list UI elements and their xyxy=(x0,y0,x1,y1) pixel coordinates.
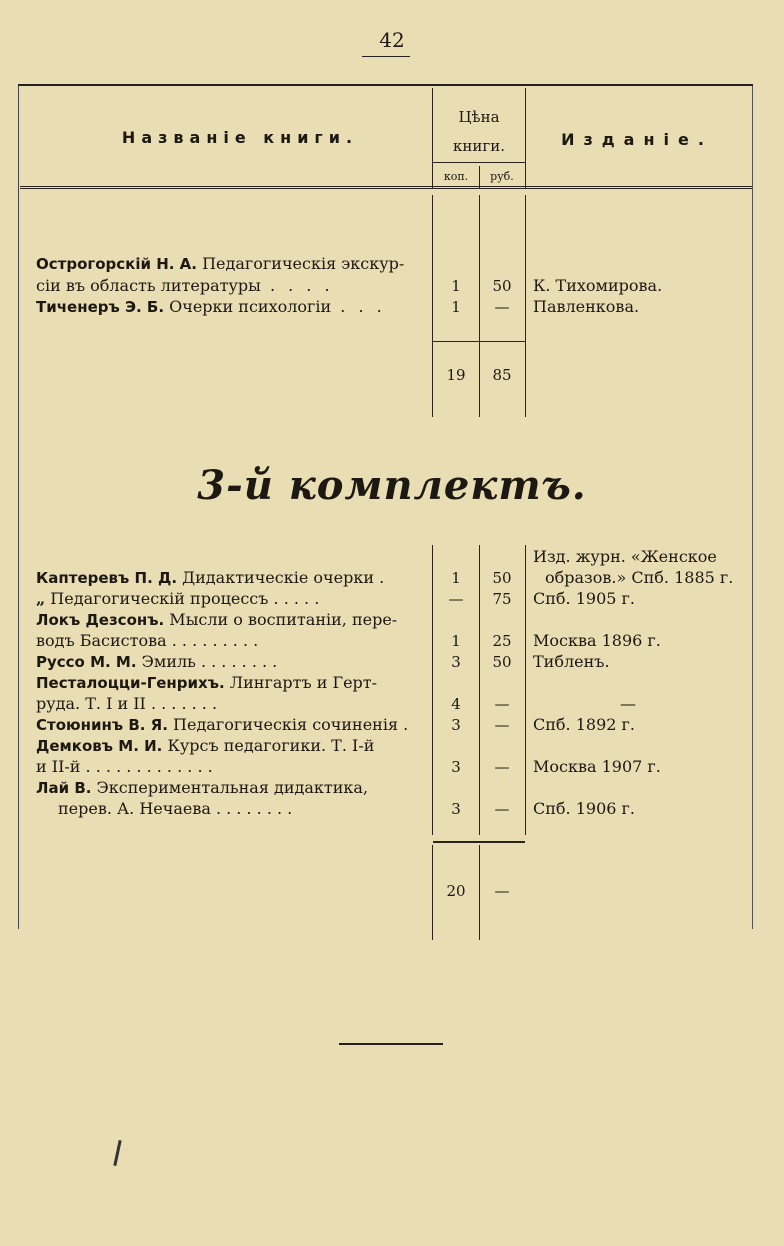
s2-row-3-pub: Москва 1896 г. xyxy=(533,631,661,650)
s1-row-2 xyxy=(36,297,386,317)
header-col-divider-2 xyxy=(479,166,480,188)
title: Лингартъ и Герт- xyxy=(224,673,378,692)
title: Мысли о воспитанiи, пере- xyxy=(164,610,398,629)
s2-col-divider-2 xyxy=(479,545,480,835)
s2-row-4-rub: 50 xyxy=(492,653,512,671)
s1-row-1-rub: 50 xyxy=(492,277,512,295)
title: Педагогическiя экскур- xyxy=(197,254,405,273)
s2-row-6-rub: — xyxy=(494,716,510,734)
s2-col-divider-1 xyxy=(432,545,433,835)
column-header-izdanie: Изданiе. xyxy=(561,130,713,149)
leader-dots: . . . . xyxy=(260,276,334,295)
page-number: 42 xyxy=(379,28,405,52)
s2-row-1-pub-line-1: Изд. журн. «Женское xyxy=(533,547,717,566)
s2-row-7-pub: Москва 1907 г. xyxy=(533,757,661,776)
s2-row-5-line-1 xyxy=(36,673,377,693)
header-double-rule xyxy=(20,186,752,189)
s2-row-8-kop: 3 xyxy=(451,800,461,818)
s2-row-8-line-1 xyxy=(36,778,368,798)
ditto-mark: „ xyxy=(36,589,46,608)
s2-row-2-kop: — xyxy=(448,590,464,608)
s2-row-4 xyxy=(36,652,277,672)
table-top-rule xyxy=(18,84,753,86)
s2-total-rub: — xyxy=(494,882,510,900)
s2-row-3-kop: 1 xyxy=(451,632,461,650)
s1-total-kop: 19 xyxy=(446,366,466,384)
title: Эмиль . . . . . . . . xyxy=(136,652,278,671)
s2-row-7-kop: 3 xyxy=(451,758,461,776)
s1-row-2-pub: Павленкова. xyxy=(533,297,640,316)
s2-row-1-pub-line-2: образов.» Спб. 1885 г. xyxy=(545,568,734,587)
s2-row-1-rub: 50 xyxy=(492,569,512,587)
author: Стоюнинъ В. Я. xyxy=(36,716,168,734)
s2-row-2 xyxy=(36,589,319,609)
s2-row-3-line-2: водъ Басистова . . . . . . . . . xyxy=(36,631,259,650)
s2-total-kop: 20 xyxy=(446,882,466,900)
s1-row-1-pub: К. Тихомирова. xyxy=(533,276,663,295)
header-col-divider-3 xyxy=(525,88,526,188)
s2-row-2-rub: 75 xyxy=(492,590,512,608)
page-number-underline xyxy=(362,56,410,57)
s1-row-1-line-2 xyxy=(36,276,334,296)
s1-col-divider-3 xyxy=(525,195,526,417)
s2-row-5-rub: — xyxy=(494,695,510,713)
title: Дидактическiе очерки . xyxy=(177,568,385,587)
column-header-kop: коп. xyxy=(443,170,469,183)
price-header-divider xyxy=(433,162,525,163)
price-header-line1: Цѣна xyxy=(458,108,500,126)
column-header-price xyxy=(433,103,525,161)
author: Локъ Дезсонъ. xyxy=(36,611,165,629)
author: Демковъ М. И. xyxy=(36,737,163,755)
author: Каптеревъ П. Д. xyxy=(36,569,178,587)
s1-row-2-rub: — xyxy=(494,298,510,316)
s2-total-rule xyxy=(433,841,525,843)
s2-row-6 xyxy=(36,715,408,735)
s2-row-3-rub: 25 xyxy=(492,632,512,650)
title: Педагогическiй процессъ . . . . . xyxy=(45,589,320,608)
column-header-title: Названiе книги. xyxy=(121,128,359,147)
leader-dots: . . . xyxy=(331,297,386,316)
s2-row-8-line-2: перев. А. Нечаева . . . . . . . . xyxy=(58,799,293,818)
title: Экспериментальная дидактика, xyxy=(91,778,369,797)
s1-row-1-kop: 1 xyxy=(451,277,461,295)
s2-row-4-pub: Тибленъ. xyxy=(533,652,610,671)
s2-row-8-rub: — xyxy=(494,800,510,818)
s2-row-2-pub: Спб. 1905 г. xyxy=(533,589,635,608)
s2-row-7-line-1 xyxy=(36,736,374,756)
title: Курсъ педагогики. Т. I-й xyxy=(162,736,375,755)
ink-mark xyxy=(113,1140,121,1166)
s2-col-divider-3 xyxy=(525,545,526,835)
s1-row-1-line-1 xyxy=(36,254,404,274)
s2-row-5-pub: — xyxy=(620,694,636,713)
s2-row-7-line-2: и II-й . . . . . . . . . . . . . xyxy=(36,757,213,776)
section-heading: 3-й комплектъ. xyxy=(197,462,587,509)
s1-row-2-kop: 1 xyxy=(451,298,461,316)
s2-row-8-pub: Спб. 1906 г. xyxy=(533,799,635,818)
s2-row-7-rub: — xyxy=(494,758,510,776)
author: Лай В. xyxy=(36,779,92,797)
title: Очерки психологiи xyxy=(164,297,332,316)
s2-row-5-kop: 4 xyxy=(451,695,461,713)
s2-row-1 xyxy=(36,568,384,588)
s2-row-3-line-1 xyxy=(36,610,397,630)
s2-row-4-kop: 3 xyxy=(451,653,461,671)
header-col-divider-1 xyxy=(432,88,433,188)
author: Песталоцци-Генрихъ. xyxy=(36,674,225,692)
s2-row-6-pub: Спб. 1892 г. xyxy=(533,715,635,734)
title-cont: сiи въ область литературы xyxy=(36,276,261,295)
title: Педагогическiя сочиненiя . xyxy=(167,715,409,734)
s2-row-6-kop: 3 xyxy=(451,716,461,734)
author: Тиченеръ Э. Б. xyxy=(36,298,165,316)
s2-row-1-kop: 1 xyxy=(451,569,461,587)
end-rule xyxy=(339,1043,443,1045)
column-header-rub: руб. xyxy=(490,170,514,183)
s2-row-5-line-2: руда. Т. I и II . . . . . . . xyxy=(36,694,218,713)
author: Руссо М. М. xyxy=(36,653,137,671)
author: Острогорскiй Н. А. xyxy=(36,255,197,273)
s1-total-rule xyxy=(433,341,525,342)
price-header-line2: книги. xyxy=(453,137,505,155)
s1-total-rub: 85 xyxy=(492,366,512,384)
